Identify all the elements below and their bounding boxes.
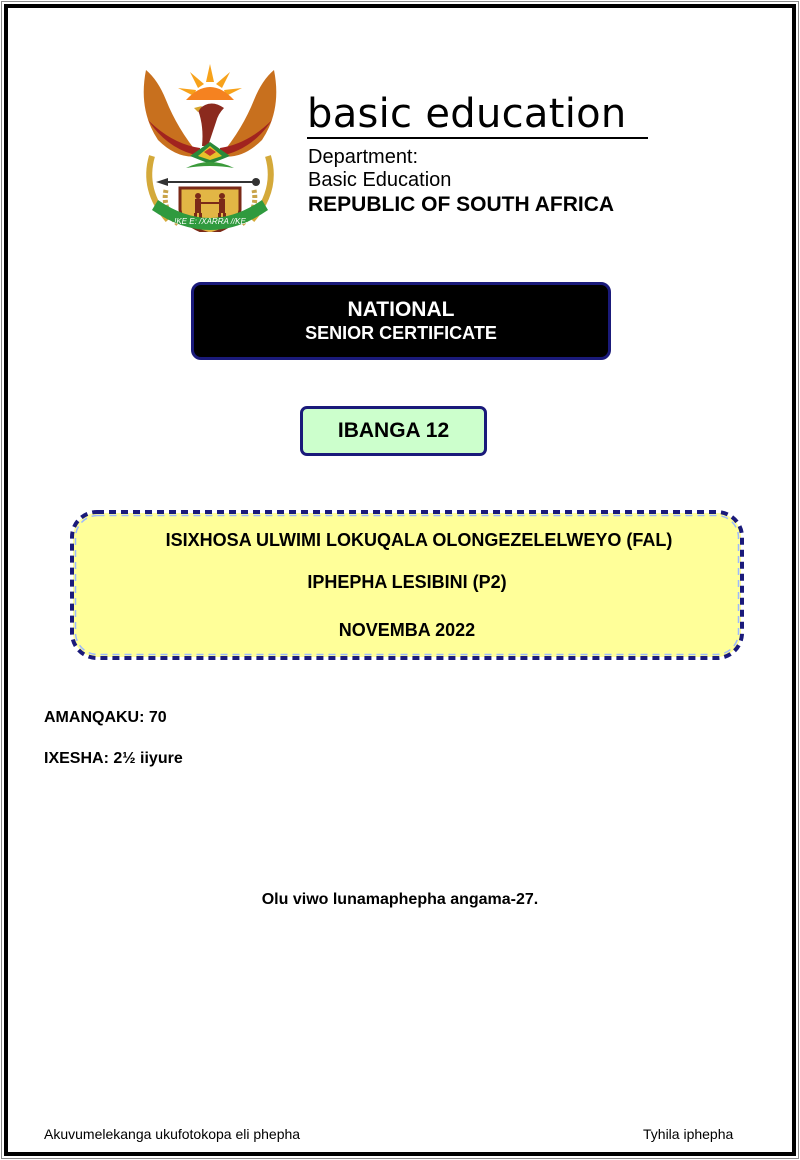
paper-number: IPHEPHA LESIBINI (P2) <box>307 572 507 592</box>
copyright-notice: Akuvumelekanga ukufotokopa eli phepha <box>44 1126 301 1142</box>
total-marks: AMANQAKU: 70 <box>44 709 167 726</box>
grade-label: IBANGA 12 <box>337 419 450 442</box>
subject-panel <box>69 509 745 661</box>
coat-of-arms-icon <box>138 60 282 232</box>
motto-text: !KE E: /XARRA //KE <box>174 217 246 226</box>
brand-title: basic education <box>307 91 627 137</box>
page-count-note: Olu viwo lunamaphepha angama-27. <box>261 891 539 908</box>
turn-page-note: Tyhila iphepha <box>643 1126 734 1142</box>
exam-duration: IXESHA: 2½ iiyure <box>44 750 183 767</box>
certificate-banner <box>191 282 611 360</box>
department-name: Basic Education <box>308 169 452 191</box>
brand-divider <box>307 137 648 139</box>
grade-badge <box>300 406 487 456</box>
subject-title: ISIXHOSA ULWIMI LOKUQALA OLONGEZELELWEYO (FAL) <box>165 530 673 550</box>
exam-session: NOVEMBA 2022 <box>338 620 476 640</box>
department-label: Department: <box>308 146 419 168</box>
certificate-line2: SENIOR CERTIFICATE <box>305 323 497 343</box>
certificate-line1: NATIONAL <box>347 298 455 321</box>
country-name: REPUBLIC OF SOUTH AFRICA <box>308 193 615 216</box>
